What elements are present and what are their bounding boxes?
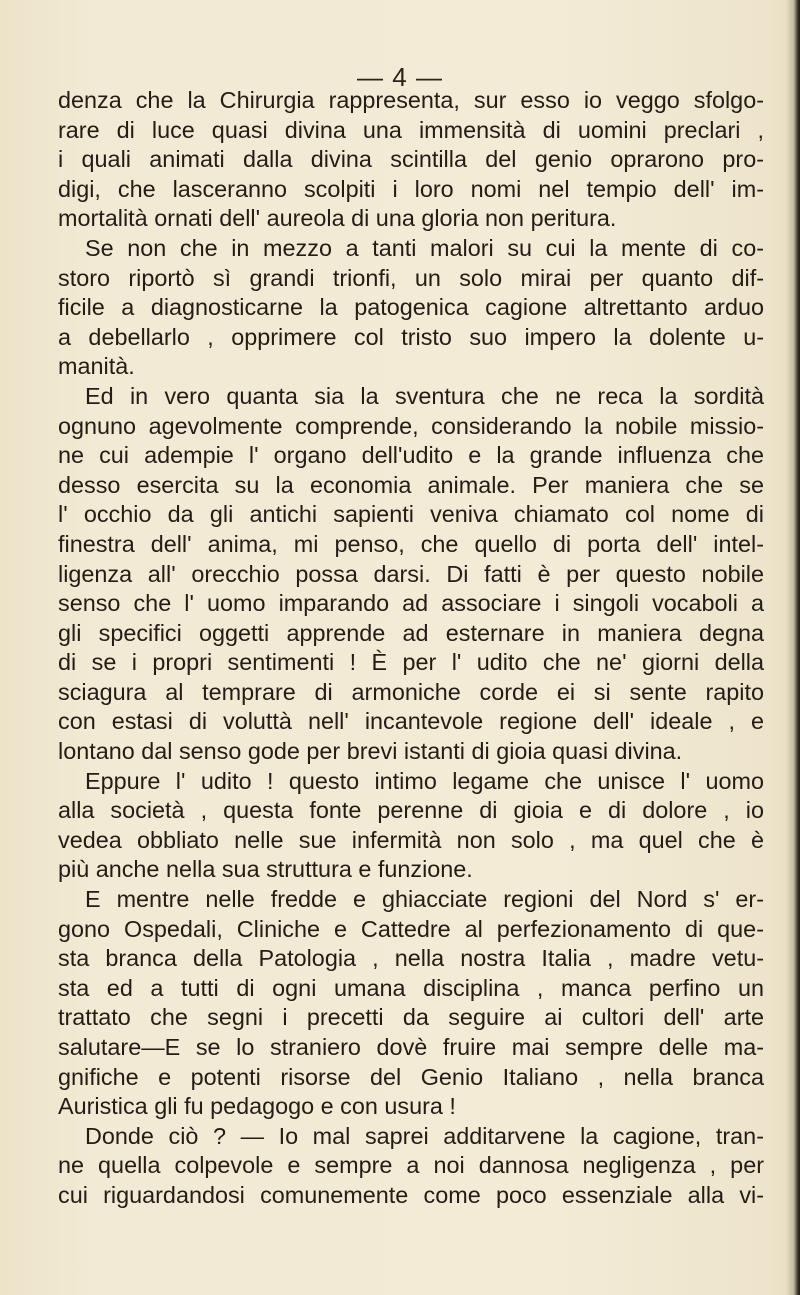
- text-line: Eppure l' udito ! questo intimo legame che unisce l' uomo: [85, 767, 764, 794]
- text-line: l' occhio da gli antichi sapienti veniva chiamato col nome di: [58, 501, 764, 528]
- text-line: salutare—E se lo straniero dovè fruire mai sempre delle ma-: [58, 1034, 764, 1060]
- text-line: cui riguardandosi comunemente come poco essenziale alla vi-: [58, 1181, 764, 1208]
- text-line: trattato che segni i precetti da seguire ai cultori dell' arte: [58, 1004, 764, 1031]
- text-line: di se i propri sentimenti ! È per l' udito che ne' giorni della: [58, 649, 764, 676]
- text-line: a debellarlo , opprimere col tristo suo impero la dolente u-: [58, 323, 764, 350]
- text-line: sta branca della Patologia , nella nostra Italia , madre vetu-: [58, 945, 764, 972]
- text-line: più anche nella sua struttura e funzione.: [58, 856, 473, 883]
- text-line: ognuno agevolmente comprende, considerando la nobile missio-: [58, 412, 764, 439]
- text-line: gono Ospedali, Cliniche e Cattedre al perfezionamento di que-: [58, 915, 764, 942]
- text-line: storo riportò sì grandi trionfi, un solo mirai per quanto dif-: [58, 264, 764, 291]
- text-line: i quali animati dalla divina scintilla del genio oprarono pro-: [58, 146, 764, 173]
- text-line: manità.: [58, 353, 135, 380]
- text-line: con estasi di voluttà nell' incantevole regione dell' ideale , e: [58, 708, 764, 735]
- text-line: denza che la Chirurgia rappresenta, sur esso io veggo sfolgo-: [58, 87, 764, 113]
- text-line: gnifiche e potenti risorse del Genio Italiano , nella branca: [58, 1063, 764, 1090]
- text-line: lontano dal senso gode per brevi istanti di gioia quasi divina.: [58, 738, 683, 765]
- text-line: Se non che in mezzo a tanti malori su cui la mente di co-: [85, 234, 764, 261]
- text-line: sta ed a tutti di ogni umana disciplina , manca perfino un: [58, 974, 764, 1001]
- text-line: ne cui adempie l' organo dell'udito e la grande influenza che: [58, 442, 764, 469]
- text-line: ne quella colpevole e sempre a noi dannosa negligenza , per: [58, 1152, 764, 1179]
- text-line: desso esercita su la economia animale. Per maniera che se: [58, 471, 764, 498]
- text-line: rare di luce quasi divina una immensità di uomini preclari ,: [58, 116, 764, 143]
- page-edge-shadow: [786, 0, 800, 1295]
- text-line: mortalità ornati dell' aureola di una gloria non peritura.: [58, 205, 617, 232]
- text-line: Ed in vero quanta sia la sventura che ne reca la sordità: [85, 382, 764, 409]
- text-line: ligenza all' orecchio possa darsi. Di fatti è per questo nobile: [58, 560, 764, 587]
- page-number-header: — 4 —: [357, 62, 443, 92]
- text-line: digi, che lasceranno scolpiti i loro nomi nel tempio dell' im-: [58, 175, 764, 202]
- text-line: E mentre nelle fredde e ghiacciate regioni del Nord s' er-: [85, 886, 764, 913]
- text-line: ficile a diagnosticarne la patogenica cagione altrettanto arduo: [58, 294, 764, 321]
- text-line: alla società , questa fonte perenne di gioia e di dolore , io: [58, 797, 764, 824]
- text-line: vedea obbliato nelle sue infermità non solo , ma quel che è: [58, 826, 764, 853]
- text-line: senso che l' uomo imparando ad associare i singoli vocaboli a: [58, 590, 764, 617]
- text-line: sciagura al temprare di armoniche corde ei si sente rapito: [58, 678, 764, 705]
- text-line: finestra dell' anima, mi penso, che quello di porta dell' intel-: [58, 530, 764, 557]
- text-line: gli specifici oggetti apprende ad esternare in maniera degna: [58, 619, 764, 646]
- text-line: Donde ciò ? — Io mal saprei additarvene la cagione, tran-: [85, 1122, 764, 1149]
- text-line: Auristica gli fu pedagogo e con usura !: [58, 1093, 456, 1120]
- body-text: [58, 86, 764, 1211]
